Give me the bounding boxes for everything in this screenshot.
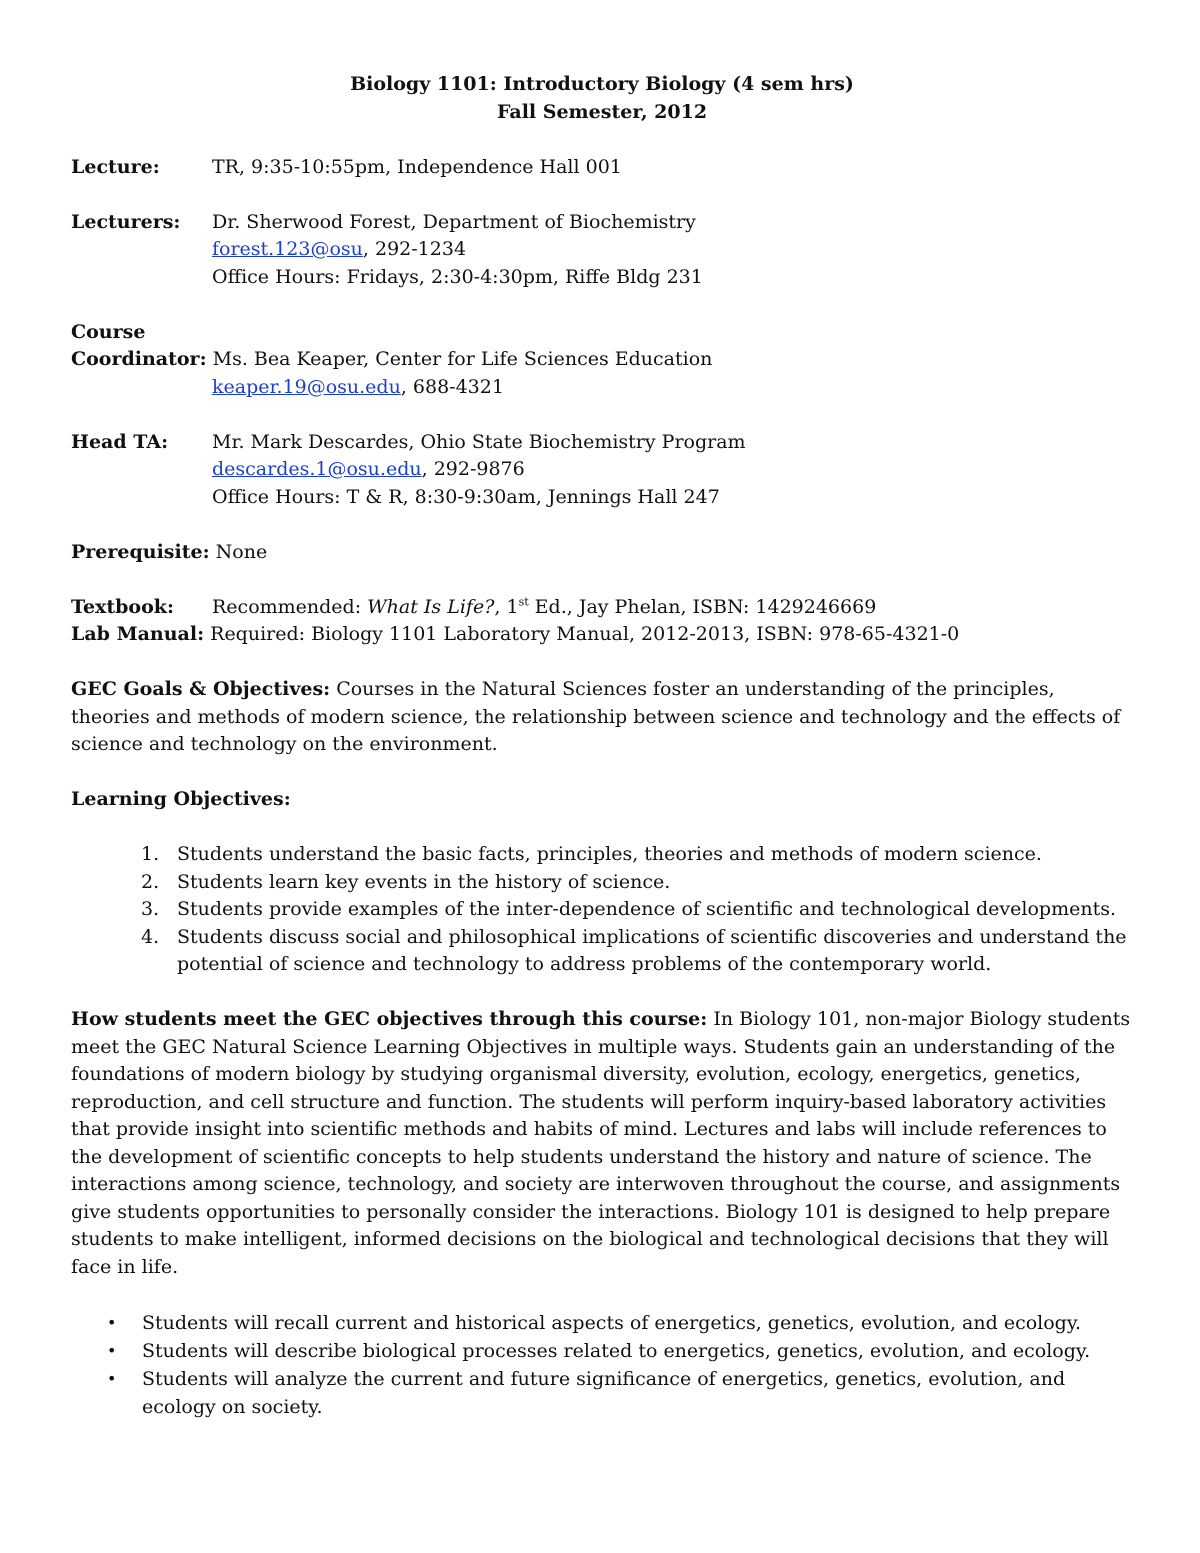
lecturer-phone: , 292-1234 xyxy=(362,238,467,260)
head-ta-contact xyxy=(71,456,1133,484)
list-item xyxy=(71,924,1133,979)
lecturer-email-link[interactable]: forest.123@osu xyxy=(212,238,363,260)
prerequisite-row xyxy=(71,539,1133,567)
list-item xyxy=(71,1337,1133,1365)
list-item-text: Students will recall current and historical aspects of energetics, genetics, evolution, and ecology. xyxy=(142,1311,1082,1334)
textbook-rest: Ed., Jay Phelan, ISBN: 1429246669 xyxy=(528,595,877,618)
head-ta-name: Mr. Mark Descardes, Ohio State Biochemistry Program xyxy=(212,430,746,453)
head-ta-row xyxy=(71,429,1133,457)
list-item-text: Students understand the basic facts, principles, theories and methods of modern science. xyxy=(177,843,1042,865)
textbook-edition-sup: st xyxy=(518,595,529,609)
how-students-text: In Biology 101, non-major Biology students meet the GEC Natural Science Learning Objectives in multiple ways. Students gain an understanding of the foundations of modern biology by studying organismal diversity, evolution, ecology, energetics, genetics, reproduction, and cell structure and function. The students will perform inquiry-based laboratory activities that provide insight into scientific methods and habits of mind. Lectures and labs will include references to the development of scientific concepts to help students understand the history and nature of science. The interactions among science, technology, and society are interwoven throughout the course, and assignments give students opportunities to personally consider the interactions. Biology 101 is designed to help prepare students to make intelligent, informed decisions on the biological and technological decisions that they will face in life. xyxy=(71,1008,1131,1278)
list-item xyxy=(71,1365,1133,1421)
prerequisite-label: Prerequisite: xyxy=(71,540,210,563)
lecture-value: TR, 9:35-10:55pm, Independence Hall 001 xyxy=(212,155,622,178)
lecture-row xyxy=(71,154,1133,182)
head-ta-phone: , 292-9876 xyxy=(421,458,525,480)
how-students-label: How students meet the GEC objectives through this course: xyxy=(71,1008,708,1030)
head-ta-office-hours: Office Hours: T & R, 8:30-9:30am, Jennings Hall 247 xyxy=(212,485,720,508)
coordinator-email-link[interactable]: keaper.19@osu.edu xyxy=(212,375,401,398)
coordinator-row xyxy=(71,346,1133,374)
list-item-number: 3. xyxy=(141,898,160,920)
coordinator-phone: , 688-4321 xyxy=(400,375,504,398)
textbook-edition-num: , 1 xyxy=(494,595,519,618)
lecturers-row xyxy=(71,209,1133,237)
textbook-title: What Is Life? xyxy=(367,595,495,618)
list-item xyxy=(71,896,1133,924)
how-students-paragraph xyxy=(71,1006,1133,1281)
outcomes-list xyxy=(71,1309,1133,1421)
course-title: Biology 1101: Introductory Biology (4 sem hrs) xyxy=(350,73,854,95)
lecturer-contact xyxy=(71,236,1133,264)
list-item-text: Students learn key events in the history of science. xyxy=(177,870,671,893)
list-item-text: Students discuss social and philosophical implications of scientific discoveries and understand the potential of science and technology to address problems of the contemporary world. xyxy=(177,925,1127,975)
lecture-label: Lecture: xyxy=(71,155,160,178)
prerequisite-value: None xyxy=(209,540,268,563)
coordinator-contact xyxy=(71,374,1133,402)
lab-manual-row xyxy=(71,621,1133,649)
gec-goals-label: GEC Goals & Objectives: xyxy=(71,678,331,700)
head-ta-label: Head TA: xyxy=(71,430,169,453)
list-item-text: Students will analyze the current and future significance of energetics, genetics, evolution, and ecology on society. xyxy=(142,1367,1066,1418)
lab-manual-label: Lab Manual: xyxy=(71,623,205,645)
textbook-prefix: Recommended: xyxy=(212,595,368,618)
list-item-text: Students provide examples of the inter-dependence of scientific and technological developments. xyxy=(177,898,1117,920)
coordinator-label: Coordinator: xyxy=(71,348,207,370)
textbook-row xyxy=(71,594,1133,622)
bullet-icon: • xyxy=(107,1368,117,1388)
lecturers-label: Lecturers: xyxy=(71,210,181,233)
learning-objectives-list xyxy=(71,841,1133,979)
head-ta-email-link[interactable]: descardes.1@osu.edu xyxy=(212,458,422,480)
syllabus-page xyxy=(71,70,1133,1421)
lab-manual-value: Required: Biology 1101 Laboratory Manual, 2012-2013, ISBN: 978-65-4321-0 xyxy=(204,623,960,645)
textbook-label: Textbook: xyxy=(71,595,174,618)
list-item-number: 1. xyxy=(141,843,160,865)
bullet-icon: • xyxy=(107,1340,117,1360)
list-item xyxy=(71,1309,1133,1337)
gec-goals-text: Courses in the Natural Sciences foster an understanding of the principles, theories and methods of modern science, the relationship between science and technology and the effects of science and technology on the environment. xyxy=(71,678,1121,755)
learning-objectives-heading: Learning Objectives: xyxy=(71,788,291,810)
list-item xyxy=(71,869,1133,897)
coordinator-name: Ms. Bea Keaper, Center for Life Sciences Education xyxy=(206,348,713,370)
coordinator-label-line1: Course xyxy=(71,320,146,343)
list-item-number: 4. xyxy=(141,925,160,948)
list-item xyxy=(71,841,1133,869)
gec-goals-paragraph xyxy=(71,676,1133,759)
list-item-number: 2. xyxy=(141,870,160,893)
lecturer-name: Dr. Sherwood Forest, Department of Biochemistry xyxy=(212,210,696,233)
lecturer-office-hours: Office Hours: Fridays, 2:30-4:30pm, Riffe Bldg 231 xyxy=(212,265,703,288)
semester-title: Fall Semester, 2012 xyxy=(496,101,708,123)
bullet-icon: • xyxy=(107,1312,117,1332)
list-item-text: Students will describe biological processes related to energetics, genetics, evolution, and ecology. xyxy=(142,1339,1091,1362)
